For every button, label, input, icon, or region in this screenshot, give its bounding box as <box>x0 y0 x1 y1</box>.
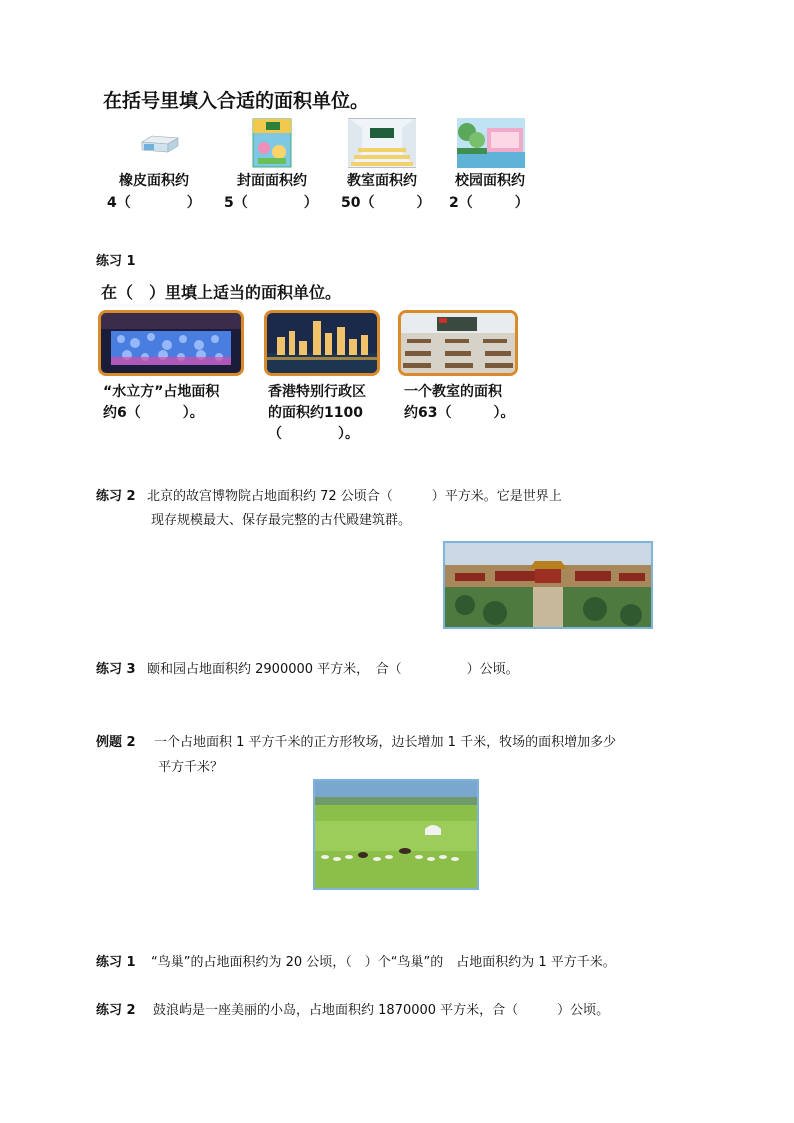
practice-heading: 练习 1 <box>96 254 136 269</box>
question-text: 平方千米？ <box>158 760 224 775</box>
item-line: （ ）。 <box>268 426 359 442</box>
item-line: 的面积约1100 <box>268 405 363 421</box>
question-text: 北京的故宫博物院占地面积约 72 公顷合（ ）平方米。它是世界上 <box>147 489 562 504</box>
question-text: 一个占地面积 1 平方千米的正方形牧场，边长增加 1 千米，牧场的面积增加多少 <box>154 735 617 750</box>
item-line: 一个教室的面积 <box>404 384 502 400</box>
book-cover-image <box>252 118 292 168</box>
example-heading: 例题 2 <box>96 735 136 750</box>
item-line: 约63（ ）。 <box>404 405 515 421</box>
question-text: 鼓浪屿是一座美丽的小岛，占地面积约 1870000 平方米，合（ ）公顷。 <box>153 1003 610 1018</box>
eraser-image <box>138 132 180 156</box>
question-text: 现存规模最大、保存最完整的古代殿建筑群。 <box>151 513 412 528</box>
item-label: 教室面积约 <box>347 173 417 189</box>
question-text: 颐和园占地面积约 2900000 平方米， 合（ ）公顷。 <box>147 662 519 677</box>
item-line: 约6（ ）。 <box>103 405 204 421</box>
classroom-image <box>348 118 416 168</box>
hong-kong-image <box>264 310 380 376</box>
section-title: 在括号里填入合适的面积单位。 <box>103 90 370 112</box>
forbidden-city-image <box>443 541 653 629</box>
practice-heading: 练习 2 <box>96 489 136 504</box>
item-label: 校园面积约 <box>455 173 525 189</box>
answer-blank: 4（ ） <box>107 195 201 211</box>
classroom-photo <box>398 310 518 376</box>
item-label: 封面面积约 <box>237 173 307 189</box>
answer-blank: 2（ ） <box>449 195 529 211</box>
practice-heading: 练习 3 <box>96 662 136 677</box>
pasture-image <box>313 779 479 890</box>
practice-heading: 练习 2 <box>96 1003 136 1018</box>
answer-blank: 5（ ） <box>224 195 318 211</box>
practice-title: 在（ ）里填上适当的面积单位。 <box>101 283 342 302</box>
answer-blank: 50（ ） <box>341 195 431 211</box>
question-text: “鸟巢”的占地面积约为 20 公顷，（ ）个“鸟巢”的 占地面积约为 1 平方千米。 <box>151 955 616 970</box>
water-cube-image <box>98 310 244 376</box>
item-label: 橡皮面积约 <box>119 173 189 189</box>
practice-heading: 练习 1 <box>96 955 136 970</box>
campus-image <box>457 118 525 168</box>
item-line: 香港特别行政区 <box>268 384 366 400</box>
item-line: “水立方”占地面积 <box>103 384 220 400</box>
